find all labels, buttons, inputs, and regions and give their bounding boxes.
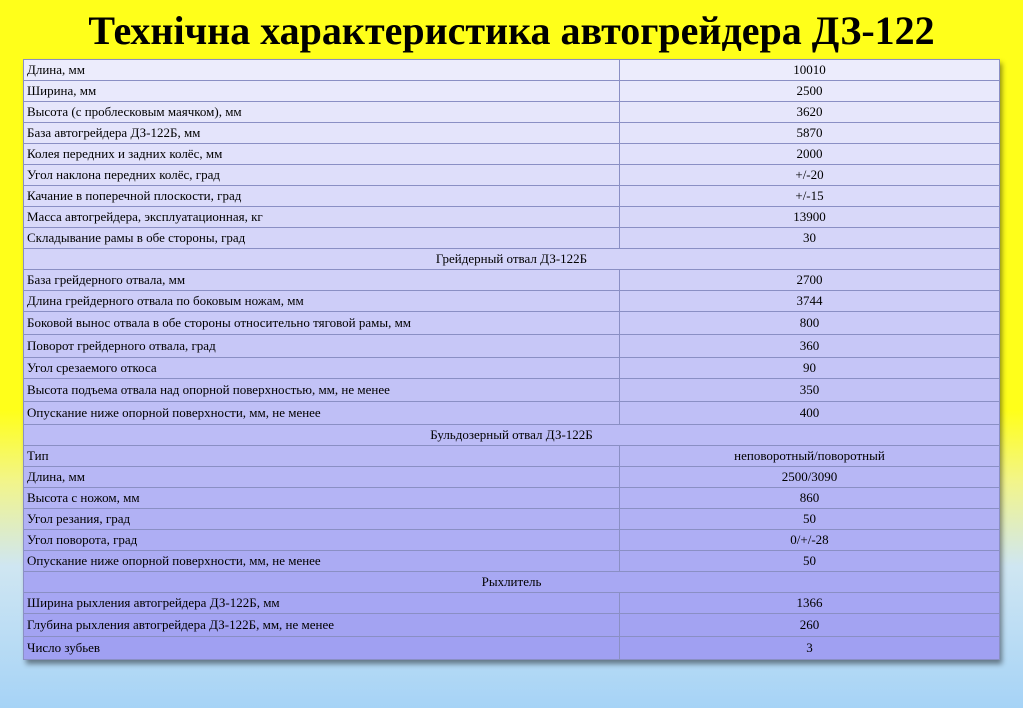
spec-value: 50 <box>620 551 1000 572</box>
spec-label: Угол наклона передних колёс, град <box>24 165 620 186</box>
table-row <box>24 270 1000 291</box>
table-row <box>24 228 1000 249</box>
section-header: Бульдозерный отвал ДЗ-122Б <box>24 425 1000 446</box>
spec-value: 50 <box>620 509 1000 530</box>
spec-label: Ширина, мм <box>24 81 620 102</box>
spec-label: Боковой вынос отвала в обе стороны относительно тяговой рамы, мм <box>24 312 620 335</box>
table-row <box>24 467 1000 488</box>
spec-table <box>23 59 1000 660</box>
spec-value: 350 <box>620 379 1000 402</box>
spec-value: +/-20 <box>620 165 1000 186</box>
table-row <box>24 207 1000 228</box>
table-row <box>24 379 1000 402</box>
spec-label: База грейдерного отвала, мм <box>24 270 620 291</box>
spec-value: 0/+/-28 <box>620 530 1000 551</box>
table-row <box>24 551 1000 572</box>
spec-label: Глубина рыхления автогрейдера ДЗ-122Б, мм, не менее <box>24 614 620 637</box>
spec-value: 3 <box>620 637 1000 660</box>
section-header-row <box>24 425 1000 446</box>
section-header: Рыхлитель <box>24 572 1000 593</box>
spec-label: Масса автогрейдера, эксплуатационная, кг <box>24 207 620 228</box>
table-row <box>24 530 1000 551</box>
section-header-row <box>24 249 1000 270</box>
spec-value: 360 <box>620 335 1000 358</box>
spec-value: 2000 <box>620 144 1000 165</box>
spec-label: Длина грейдерного отвала по боковым ножам, мм <box>24 291 620 312</box>
spec-value: 13900 <box>620 207 1000 228</box>
spec-table-body <box>24 60 1000 660</box>
spec-label: Опускание ниже опорной поверхности, мм, не менее <box>24 402 620 425</box>
spec-table-container <box>23 59 999 660</box>
spec-value: 860 <box>620 488 1000 509</box>
spec-label: Длина, мм <box>24 467 620 488</box>
spec-value: 3744 <box>620 291 1000 312</box>
spec-label: Поворот грейдерного отвала, град <box>24 335 620 358</box>
spec-value: +/-15 <box>620 186 1000 207</box>
spec-value: 3620 <box>620 102 1000 123</box>
table-row <box>24 614 1000 637</box>
table-row <box>24 123 1000 144</box>
spec-label: Угол резания, град <box>24 509 620 530</box>
page-title: Технічна характеристика автогрейдера ДЗ-122 <box>88 8 935 53</box>
spec-label: Опускание ниже опорной поверхности, мм, не менее <box>24 551 620 572</box>
spec-value: 2700 <box>620 270 1000 291</box>
spec-label: Тип <box>24 446 620 467</box>
table-row <box>24 60 1000 81</box>
spec-label: Высота с ножом, мм <box>24 488 620 509</box>
table-row <box>24 165 1000 186</box>
spec-value: 10010 <box>620 60 1000 81</box>
table-row <box>24 291 1000 312</box>
spec-label: Угол срезаемого откоса <box>24 358 620 379</box>
table-row <box>24 312 1000 335</box>
spec-value: 400 <box>620 402 1000 425</box>
table-row <box>24 488 1000 509</box>
spec-value: 2500 <box>620 81 1000 102</box>
spec-value: неповоротный/поворотный <box>620 446 1000 467</box>
section-header-row <box>24 572 1000 593</box>
table-row <box>24 144 1000 165</box>
table-row <box>24 593 1000 614</box>
spec-value: 30 <box>620 228 1000 249</box>
spec-label: Угол поворота, град <box>24 530 620 551</box>
spec-label: Длина, мм <box>24 60 620 81</box>
table-row <box>24 186 1000 207</box>
table-row <box>24 81 1000 102</box>
spec-value: 90 <box>620 358 1000 379</box>
spec-value: 5870 <box>620 123 1000 144</box>
spec-value: 800 <box>620 312 1000 335</box>
spec-label: Высота подъема отвала над опорной поверхностью, мм, не менее <box>24 379 620 402</box>
table-row <box>24 509 1000 530</box>
table-row <box>24 637 1000 660</box>
spec-label: База автогрейдера ДЗ-122Б, мм <box>24 123 620 144</box>
spec-label: Колея передних и задних колёс, мм <box>24 144 620 165</box>
spec-value: 2500/3090 <box>620 467 1000 488</box>
spec-label: Высота (с проблесковым маячком), мм <box>24 102 620 123</box>
section-header: Грейдерный отвал ДЗ-122Б <box>24 249 1000 270</box>
spec-label: Качание в поперечной плоскости, град <box>24 186 620 207</box>
table-row <box>24 402 1000 425</box>
spec-label: Складывание рамы в обе стороны, град <box>24 228 620 249</box>
table-row <box>24 358 1000 379</box>
table-row <box>24 335 1000 358</box>
table-row <box>24 102 1000 123</box>
spec-label: Число зубьев <box>24 637 620 660</box>
spec-value: 1366 <box>620 593 1000 614</box>
spec-value: 260 <box>620 614 1000 637</box>
table-row <box>24 446 1000 467</box>
spec-label: Ширина рыхления автогрейдера ДЗ-122Б, мм <box>24 593 620 614</box>
